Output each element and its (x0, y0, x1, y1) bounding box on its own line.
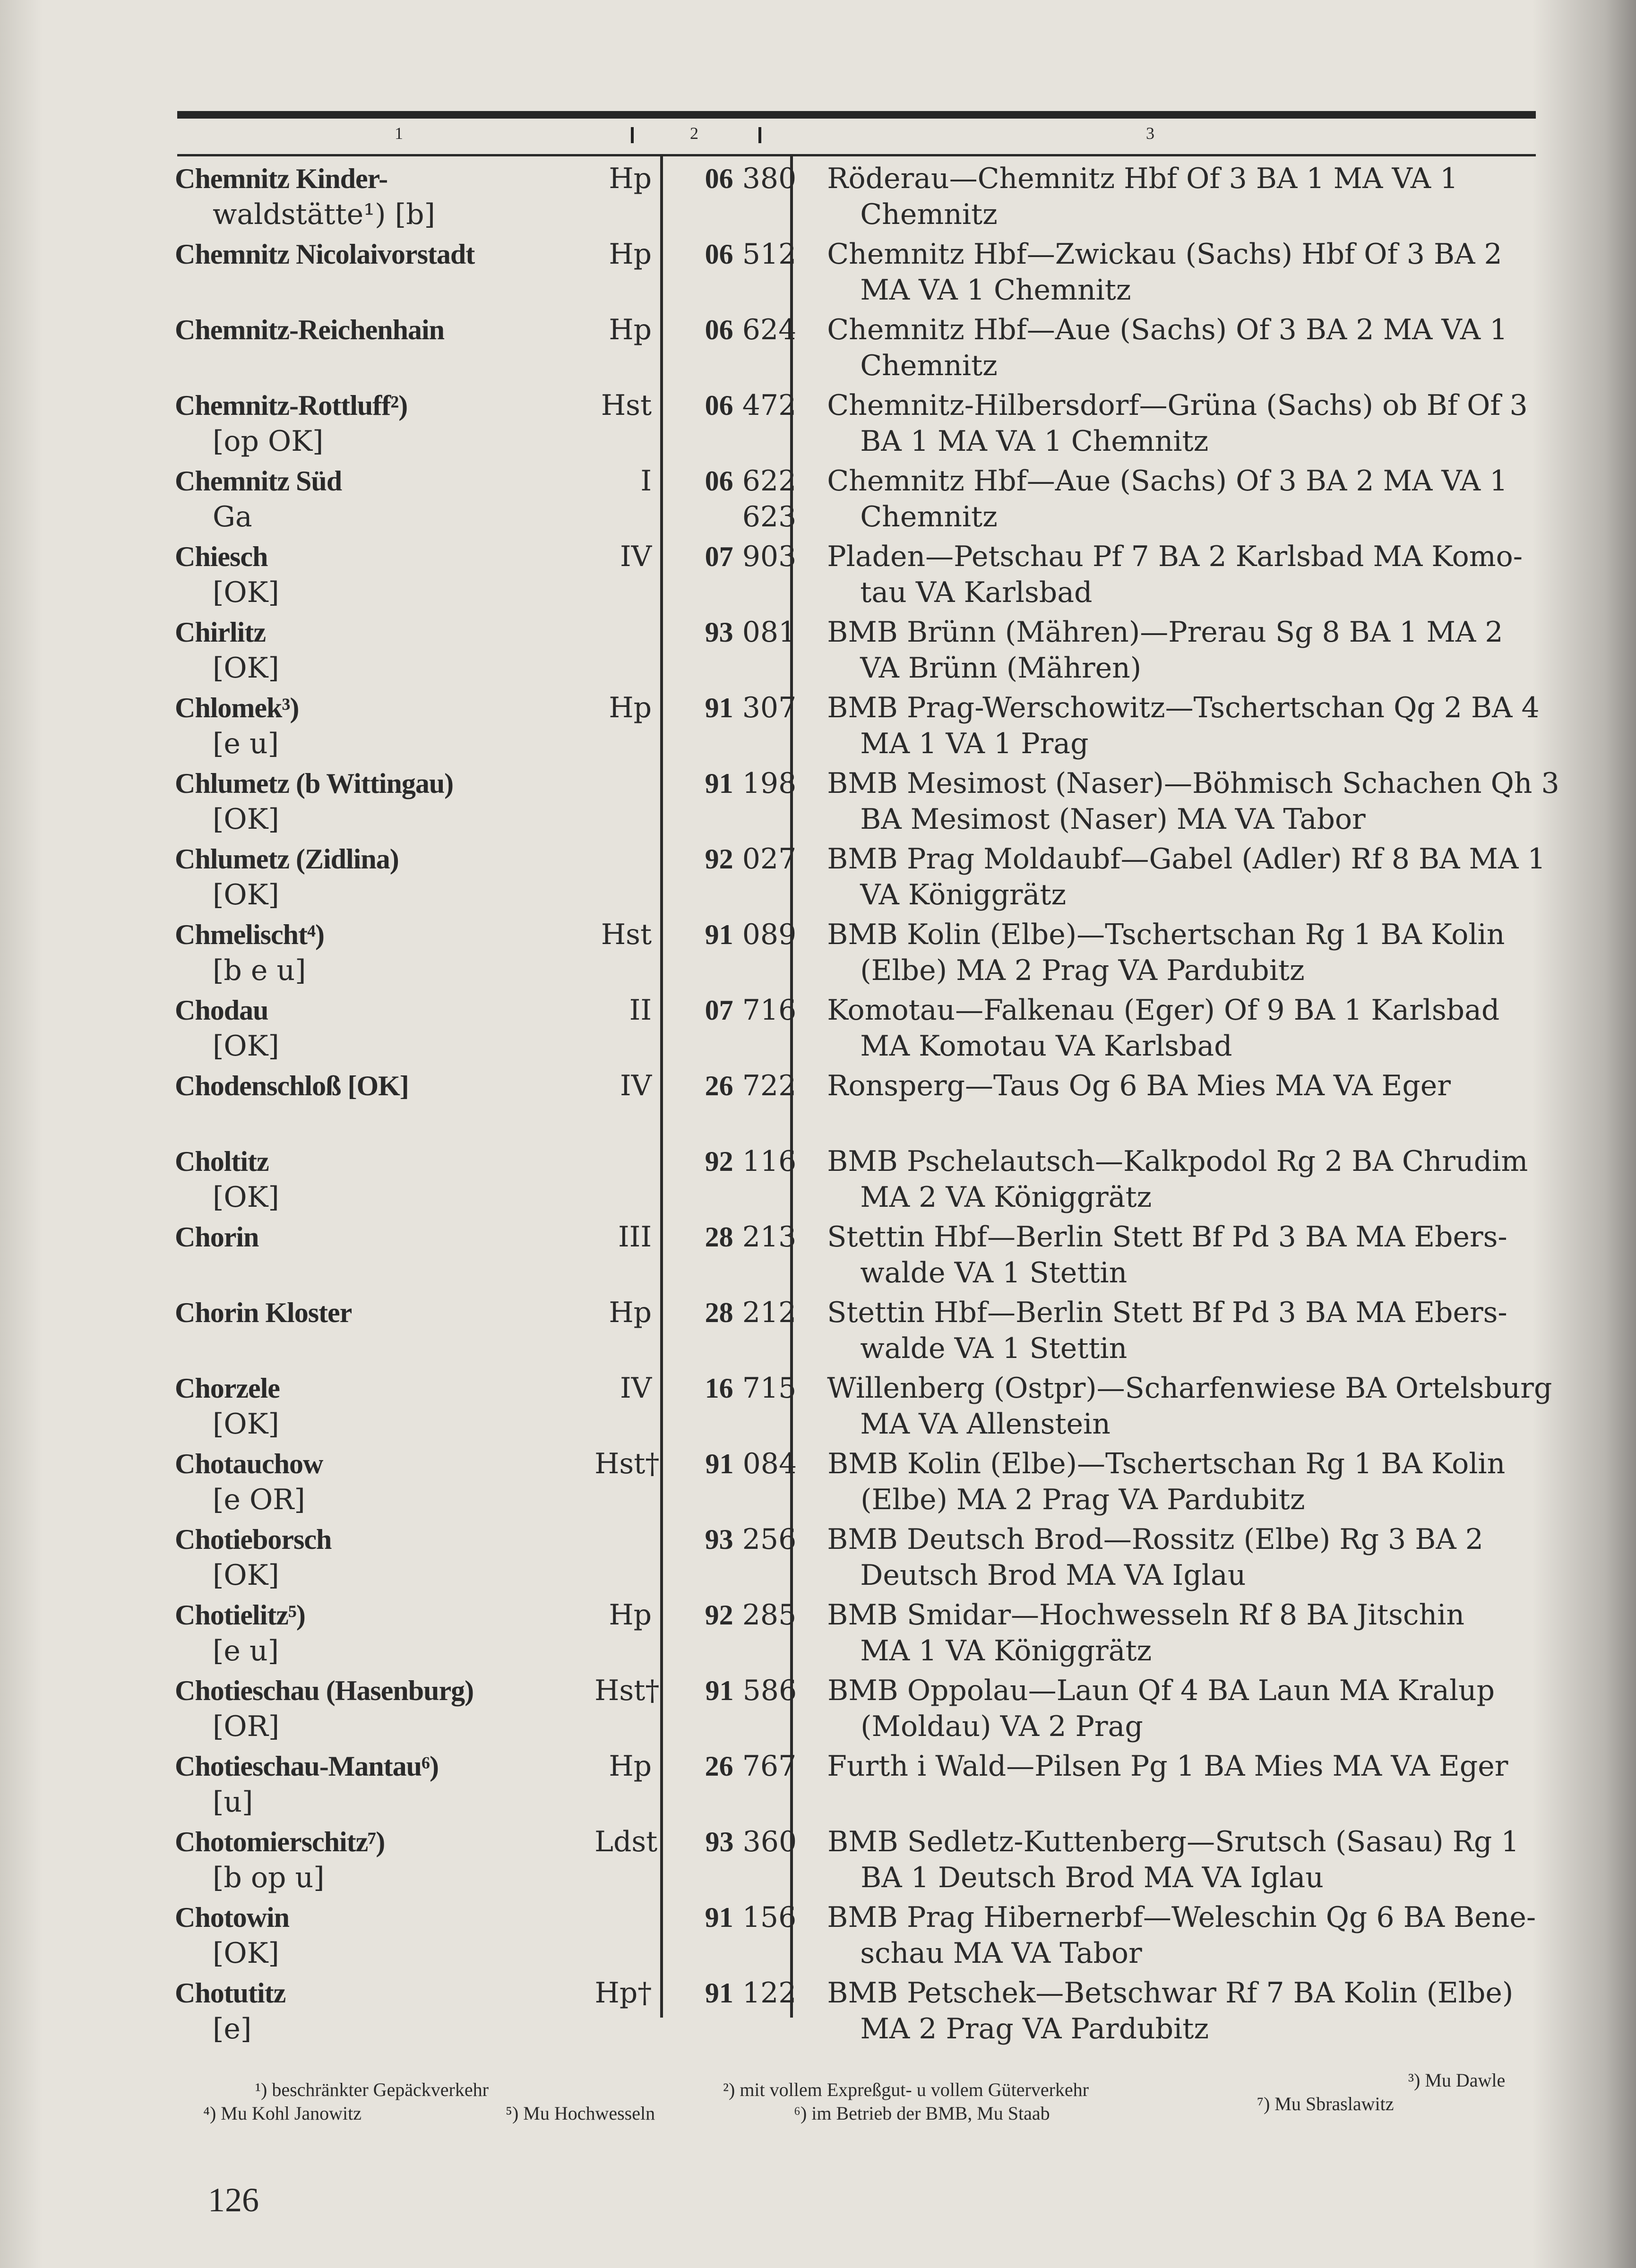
station-name: Chlumetz (b Wittingau) (175, 768, 454, 799)
station-name: Chemnitz-Reichenhain (175, 314, 444, 345)
station-name: Chorzele (175, 1373, 280, 1404)
table-row (175, 161, 1574, 236)
table-row (175, 312, 1574, 387)
station-code-cell (656, 312, 818, 348)
station-note: [OK] (213, 1559, 279, 1592)
code-prefix: 06 (705, 314, 733, 345)
station-code-cell (656, 690, 818, 726)
code-prefix: 28 (705, 1221, 733, 1253)
station-name-cell (175, 690, 595, 762)
station-name: Chotieschau (Hasenburg) (175, 1675, 474, 1706)
route-line-1: Chemnitz Hbf—Zwickau (Sachs) Hbf Of 3 BA 2 (827, 238, 1502, 271)
code-prefix: 93 (705, 617, 733, 648)
station-name: Chodenschloß [OK] (175, 1070, 409, 1101)
station-note: [OR] (213, 1710, 280, 1743)
station-code-cell (656, 1899, 818, 1935)
route-cell (818, 1295, 1574, 1366)
route-line-2: tau VA Karlsbad (860, 576, 1093, 609)
station-table (175, 161, 1574, 2051)
footnote-3: ³) Mu Dawle (1408, 2070, 1506, 2091)
station-class: Hp (609, 1598, 652, 1632)
route-cell (818, 387, 1574, 459)
code-prefix: 28 (705, 1297, 733, 1328)
station-note: [u] (213, 1786, 253, 1819)
station-class: Hp (609, 238, 652, 271)
station-name-cell (175, 236, 595, 272)
station-class: III (618, 1220, 652, 1254)
station-name: Chemnitz Süd (175, 465, 342, 497)
code-prefix: 06 (705, 465, 733, 497)
code-number: 081 (742, 616, 797, 649)
station-note: [OK] (213, 878, 279, 911)
station-code-cell (656, 841, 818, 877)
table-row (175, 1370, 1574, 1446)
code-prefix: 06 (705, 163, 733, 194)
table-row (175, 1748, 1574, 1824)
page-edge-shadow-left (0, 0, 43, 2268)
station-class: Hst (601, 918, 652, 951)
route-line-1: BMB Kolin (Elbe)—Tschertschan Rg 1 BA Kolin (827, 918, 1505, 951)
code-number: 285 (742, 1598, 797, 1632)
station-name: Chlomek³) (175, 692, 299, 723)
route-cell (818, 614, 1574, 686)
code-number: 472 (742, 389, 797, 422)
station-note: [OK] (213, 652, 279, 685)
station-class: Hp (609, 162, 652, 195)
column-header-row (177, 119, 1536, 155)
station-code-cell (656, 1748, 818, 1784)
table-row (175, 463, 1574, 539)
station-code-cell (657, 1446, 818, 1482)
route-line-2: Deutsch Brod MA VA Iglau (860, 1559, 1246, 1592)
station-name-cell (175, 1597, 595, 1669)
table-row (175, 1597, 1574, 1673)
route-cell (818, 161, 1574, 232)
code-prefix: 26 (705, 1751, 733, 1782)
code-number: 622 (742, 464, 797, 498)
route-cell (818, 1370, 1574, 1442)
route-cell (818, 690, 1574, 762)
table-row (175, 765, 1574, 841)
table-row (175, 236, 1574, 312)
route-cell (818, 1446, 1574, 1518)
code-number: 307 (742, 691, 797, 724)
station-name: Chiesch (175, 541, 268, 572)
station-name: Chirlitz (175, 617, 266, 648)
route-line-2: BA 1 Deutsch Brod MA VA Iglau (861, 1861, 1324, 1894)
station-name-cell (175, 917, 595, 988)
code-number: 213 (742, 1220, 797, 1254)
route-line-1: BMB Prag Moldaubf—Gabel (Adler) Rf 8 BA MA 1 (827, 842, 1546, 876)
route-cell (818, 1521, 1574, 1593)
code-prefix: 91 (705, 1977, 733, 2009)
route-line-2: BA 1 MA VA 1 Chemnitz (860, 425, 1209, 458)
table-row (175, 1521, 1574, 1597)
station-code-cell (656, 765, 818, 801)
route-line-2: MA 1 VA 1 Prag (860, 727, 1089, 760)
station-class: Hp (609, 691, 652, 724)
route-line-2: (Elbe) MA 2 Prag VA Pardubitz (861, 1483, 1305, 1516)
station-name: Chemnitz Kinder- (175, 163, 388, 194)
station-code-cell (656, 387, 818, 423)
station-note: [b op u] (213, 1861, 325, 1894)
page-number: 126 (208, 2181, 259, 2219)
station-name: Chlumetz (Zidlina) (175, 843, 399, 875)
station-name: Chotomierschitz⁷) (175, 1826, 385, 1857)
station-code-cell (657, 1673, 818, 1709)
station-class: Ldst (594, 1825, 658, 1858)
station-code-cell (656, 1068, 818, 1104)
station-class: Hst (601, 389, 652, 422)
station-note: Ga (213, 500, 252, 533)
code-prefix: 07 (705, 995, 733, 1026)
footnote-7: ⁷) Mu Sbraslawitz (1257, 2093, 1394, 2114)
station-code-cell (656, 236, 818, 272)
station-code-cell (656, 161, 818, 197)
station-note: [e] (213, 2012, 252, 2045)
code-prefix: 06 (705, 390, 733, 421)
route-cell (818, 1673, 1574, 1744)
column-header-2: 2 (690, 124, 698, 143)
code-number: 716 (742, 994, 797, 1027)
route-line-2: MA 2 Prag VA Pardubitz (860, 2012, 1209, 2045)
station-name-cell (175, 1446, 594, 1518)
station-class: IV (620, 540, 652, 573)
route-cell (818, 765, 1574, 837)
route-line-2: VA Königgrätz (860, 878, 1067, 911)
route-line-1: Komotau—Falkenau (Eger) Of 9 BA 1 Karlsbad (827, 994, 1500, 1027)
station-name: Chemnitz-Rottluff²) (175, 390, 408, 421)
table-row (175, 992, 1574, 1068)
route-cell (818, 539, 1574, 610)
route-line-1: Stettin Hbf—Berlin Stett Bf Pd 3 BA MA Ebers- (827, 1296, 1507, 1329)
route-line-2: MA Komotau VA Karlsbad (860, 1030, 1232, 1063)
route-cell (818, 1597, 1574, 1669)
route-line-2: walde VA 1 Stettin (860, 1256, 1128, 1289)
route-line-1: Chemnitz Hbf—Aue (Sachs) Of 3 BA 2 MA VA 1 (827, 313, 1508, 346)
route-line-1: Willenberg (Ostpr)—Scharfenwiese BA Ortelsburg (827, 1372, 1552, 1405)
code-prefix: 92 (705, 1599, 733, 1631)
station-name-cell (175, 614, 595, 686)
code-prefix: 91 (705, 1902, 733, 1933)
station-name-cell (175, 312, 595, 348)
route-line-1: BMB Prag-Werschowitz—Tschertschan Qg 2 BA 4 (827, 691, 1540, 724)
route-line-1: BMB Brünn (Mähren)—Prerau Sg 8 BA 1 MA 2 (827, 616, 1503, 649)
station-name: Chorin (175, 1221, 259, 1253)
route-line-2: (Elbe) MA 2 Prag VA Pardubitz (860, 954, 1305, 987)
route-line-2: walde VA 1 Stettin (860, 1332, 1128, 1365)
station-note: [OK] (213, 1181, 279, 1214)
route-line-1: Röderau—Chemnitz Hbf Of 3 BA 1 MA VA 1 (827, 162, 1458, 195)
table-row (175, 614, 1574, 690)
code-number: 256 (742, 1523, 797, 1556)
code-number: 624 (742, 313, 797, 346)
station-note: [b e u] (213, 954, 306, 987)
station-name: Choltitz (175, 1146, 269, 1177)
table-row (175, 539, 1574, 614)
table-row (175, 1824, 1574, 1899)
station-name-cell (175, 1521, 595, 1593)
station-name-cell (175, 539, 595, 610)
station-class: II (629, 994, 652, 1027)
table-row (175, 1143, 1574, 1219)
route-cell (818, 1975, 1574, 2047)
station-name-cell (175, 765, 595, 837)
station-class: Hp (609, 313, 652, 346)
station-name: Chorin Kloster (175, 1297, 352, 1328)
station-code-cell (656, 1597, 818, 1633)
top-rule (177, 111, 1536, 119)
route-line-2: Chemnitz (860, 198, 998, 231)
footnote-6: ⁶) im Betrieb der BMB, Mu Staab (794, 2103, 1050, 2124)
column-header-1: 1 (395, 124, 403, 143)
station-class: Hp (609, 1750, 652, 1783)
station-name-cell (175, 1143, 595, 1215)
station-class: Hst† (594, 1447, 660, 1480)
route-cell (818, 1824, 1574, 1896)
table-row (175, 1975, 1574, 2051)
station-code-cell (656, 1370, 818, 1406)
station-name: Chotieborsch (175, 1524, 332, 1555)
table-row (175, 1673, 1574, 1748)
station-code-cell (657, 1824, 818, 1860)
route-line-1: Chemnitz Hbf—Aue (Sachs) Of 3 BA 2 MA VA 1 (827, 464, 1508, 498)
route-line-1: Ronsperg—Taus Og 6 BA Mies MA VA Eger (827, 1069, 1451, 1102)
station-code-cell (656, 614, 818, 650)
route-line-1: Furth i Wald—Pilsen Pg 1 BA Mies MA VA Eger (827, 1750, 1508, 1783)
station-name: Chotieschau-Mantau⁶) (175, 1751, 439, 1782)
route-line-1: BMB Kolin (Elbe)—Tschertschan Rg 1 BA Kolin (827, 1447, 1506, 1480)
station-class: Hp† (594, 1976, 652, 2010)
station-class: IV (620, 1069, 652, 1102)
code-number: 512 (742, 238, 797, 271)
station-code-cell (656, 1295, 818, 1331)
station-code-cell (656, 992, 818, 1028)
table-row (175, 841, 1574, 917)
route-cell (818, 841, 1574, 913)
code-number: 116 (742, 1145, 797, 1178)
route-line-1: BMB Mesimost (Naser)—Böhmisch Schachen Qh 3 (827, 767, 1559, 800)
footnote-2: ²) mit vollem Expreßgut- u vollem Güterverkehr (723, 2079, 1089, 2100)
station-code-cell (656, 463, 818, 535)
code-number: 722 (742, 1069, 797, 1102)
code-number: 586 (742, 1674, 797, 1707)
station-code-cell (656, 1975, 818, 2011)
table-row (175, 690, 1574, 765)
route-cell (818, 1143, 1574, 1215)
code-number-extra: 623 (742, 500, 797, 533)
route-line-1: Pladen—Petschau Pf 7 BA 2 Karlsbad MA Komo- (827, 540, 1523, 573)
route-line-2: MA 2 VA Königgrätz (860, 1181, 1152, 1214)
station-name-cell (175, 1295, 595, 1331)
code-number: 360 (742, 1825, 797, 1858)
station-code-cell (656, 1219, 818, 1255)
station-note: [op OK] (213, 425, 324, 458)
station-name: Chotauchow (175, 1448, 323, 1479)
footnote-5: ⁵) Mu Hochwesseln (506, 2103, 655, 2124)
station-name-cell (175, 1824, 594, 1896)
route-line-1: Chemnitz-Hilbersdorf—Grüna (Sachs) ob Bf Of 3 (827, 389, 1528, 422)
table-row (175, 917, 1574, 992)
code-prefix: 91 (705, 768, 733, 799)
route-line-1: BMB Deutsch Brod—Rossitz (Elbe) Rg 3 BA 2 (827, 1523, 1483, 1556)
code-number: 903 (742, 540, 797, 573)
station-name: Chmelischt⁴) (175, 919, 324, 950)
code-prefix: 93 (705, 1826, 734, 1857)
route-line-2: MA 1 VA Königgrätz (860, 1634, 1152, 1667)
code-number: 156 (742, 1901, 797, 1934)
code-number: 122 (742, 1976, 797, 2010)
station-name-cell (175, 387, 595, 459)
table-row (175, 387, 1574, 463)
station-name: Chotielitz⁵) (175, 1599, 305, 1631)
code-prefix: 91 (705, 1448, 734, 1479)
route-cell (818, 1899, 1574, 1971)
station-name-cell (175, 463, 595, 535)
route-line-1: BMB Oppolau—Laun Qf 4 BA Laun MA Kralup (827, 1674, 1495, 1707)
code-prefix: 91 (705, 919, 733, 950)
code-prefix: 06 (705, 239, 733, 270)
route-line-1: BMB Sedletz-Kuttenberg—Srutsch (Sasau) Rg 1 (827, 1825, 1519, 1858)
code-prefix: 07 (705, 541, 733, 572)
code-prefix: 92 (705, 1146, 733, 1177)
station-name-cell (175, 1673, 594, 1744)
station-class: IV (620, 1372, 652, 1405)
station-name-cell (175, 992, 595, 1064)
route-line-1: BMB Pschelautsch—Kalkpodol Rg 2 BA Chrudim (827, 1145, 1528, 1178)
station-note: [OK] (213, 1408, 279, 1441)
station-note: [OK] (213, 1030, 279, 1063)
station-name-cell (175, 1219, 595, 1255)
route-cell (818, 463, 1574, 535)
route-cell (818, 992, 1574, 1064)
table-row (175, 1295, 1574, 1370)
code-prefix: 91 (705, 1675, 734, 1706)
station-class: I (640, 464, 652, 498)
route-line-2: Chemnitz (860, 349, 998, 382)
station-class: Hp (609, 1296, 652, 1329)
route-cell (818, 312, 1574, 384)
table-row (175, 1899, 1574, 1975)
code-number: 198 (742, 767, 797, 800)
footnote-1: ¹) beschränkter Gepäckverkehr (255, 2079, 489, 2100)
station-name-cell (175, 161, 595, 232)
footnote-4: ⁴) Mu Kohl Janowitz (203, 2103, 362, 2124)
station-name-cell (175, 1975, 595, 2047)
code-prefix: 26 (705, 1070, 733, 1101)
code-number: 767 (742, 1750, 797, 1783)
route-cell (818, 1748, 1574, 1784)
route-line-2: Chemnitz (860, 500, 998, 533)
station-name: Chodau (175, 995, 268, 1026)
route-line-2: MA VA 1 Chemnitz (860, 274, 1131, 307)
header-separator (631, 127, 634, 143)
station-note: [OK] (213, 576, 279, 609)
code-prefix: 93 (705, 1524, 733, 1555)
header-rule (177, 154, 1536, 156)
code-number: 715 (742, 1372, 797, 1405)
route-cell (818, 917, 1574, 988)
code-number: 084 (742, 1447, 797, 1480)
station-name: Chotutitz (175, 1977, 286, 2009)
route-cell (818, 1219, 1574, 1291)
station-code-cell (656, 1521, 818, 1557)
code-number: 212 (742, 1296, 797, 1329)
station-note: [e OR] (213, 1483, 305, 1516)
station-note: [e u] (213, 1634, 279, 1667)
route-cell (818, 1068, 1574, 1104)
station-name-cell (175, 1899, 595, 1971)
station-note: [OK] (213, 803, 279, 836)
station-note: [OK] (213, 1937, 279, 1970)
route-line-2: VA Brünn (Mähren) (860, 652, 1142, 685)
header-separator (758, 127, 761, 143)
station-name: Chemnitz Nicolaivorstadt (175, 239, 475, 270)
route-line-1: BMB Petschek—Betschwar Rf 7 BA Kolin (Elbe) (827, 1976, 1514, 2010)
route-line-2: (Moldau) VA 2 Prag (861, 1710, 1143, 1743)
route-line-2: BA Mesimost (Naser) MA VA Tabor (860, 803, 1366, 836)
station-code-cell (656, 917, 818, 953)
route-line-2: schau MA VA Tabor (860, 1937, 1142, 1970)
route-line-2: MA VA Allenstein (860, 1408, 1111, 1441)
route-line-1: BMB Prag Hibernerbf—Weleschin Qg 6 BA Bene- (827, 1901, 1536, 1934)
route-line-1: Stettin Hbf—Berlin Stett Bf Pd 3 BA MA Ebers- (827, 1220, 1507, 1254)
code-number: 089 (742, 918, 797, 951)
route-line-1: BMB Smidar—Hochwesseln Rf 8 BA Jitschin (827, 1598, 1464, 1632)
station-code-cell (656, 1143, 818, 1179)
station-code-cell (656, 539, 818, 575)
code-number: 380 (742, 162, 797, 195)
table-row (175, 1446, 1574, 1521)
station-name: Chotowin (175, 1902, 290, 1933)
code-number: 027 (742, 842, 797, 876)
station-note: waldstätte¹) [b] (213, 198, 435, 231)
station-name-cell (175, 1068, 595, 1104)
code-prefix: 92 (705, 843, 733, 875)
route-cell (818, 236, 1574, 308)
table-row (175, 1068, 1574, 1143)
code-prefix: 16 (705, 1373, 733, 1404)
station-name-cell (175, 1370, 595, 1442)
station-name-cell (175, 1748, 595, 1820)
station-name-cell (175, 841, 595, 913)
column-header-3: 3 (1146, 124, 1154, 143)
station-note: [e u] (213, 727, 279, 760)
station-class: Hst† (594, 1674, 660, 1707)
code-prefix: 91 (705, 692, 733, 723)
table-row (175, 1219, 1574, 1295)
